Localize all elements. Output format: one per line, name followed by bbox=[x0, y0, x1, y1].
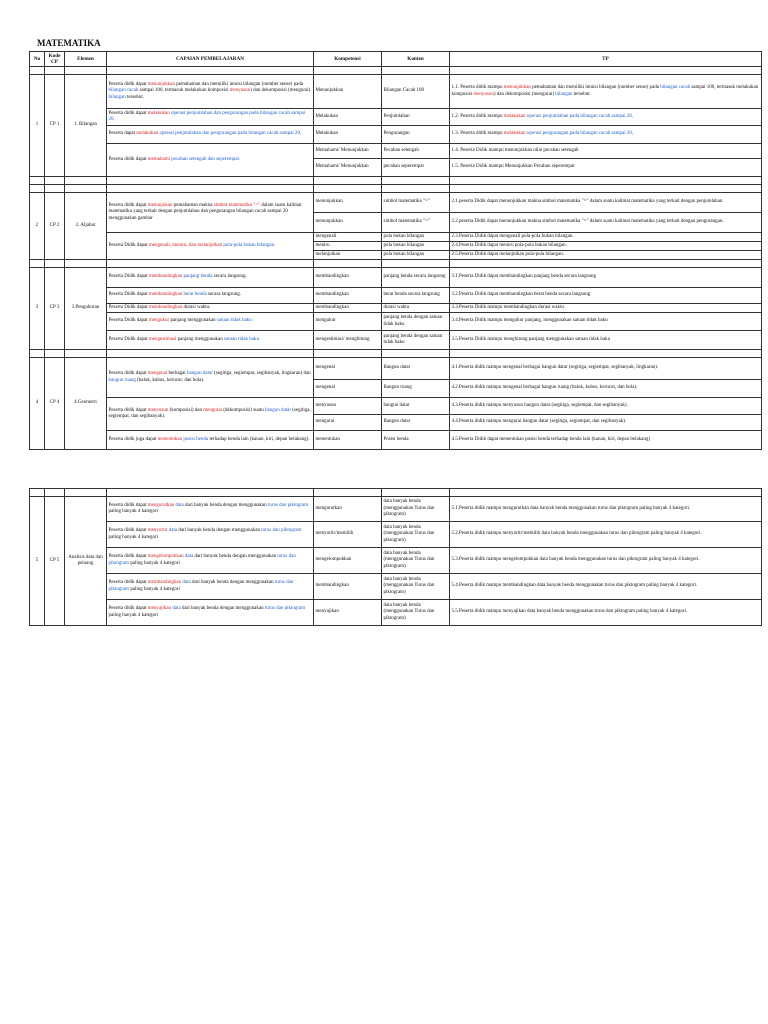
tp-cell: 4.4.Peserta didik mampu mengurai bangun datar (segitiga, segiempat, dan segibanyak). bbox=[450, 415, 762, 431]
konten-cell: Pengurangan bbox=[382, 126, 450, 144]
row-kode: CP 4 bbox=[45, 358, 65, 450]
tp-cell: 4.5.Peserta Didik dapat menentukan posisi benda terhadap benda lain (kanan, kiri, depan belakang) bbox=[450, 431, 762, 450]
tp-cell: 1.2. Peserta didik mampu melakukan operasi penjumlahan pada bilangan cacah sampai 20, bbox=[450, 109, 762, 126]
table-row bbox=[30, 548, 762, 574]
tp-cell: 4.2.Peserta didik mampu mengenal berbagai bangun ruang (balok, kubus, kerucut, dan bola). bbox=[450, 380, 762, 398]
row-elemen: 2. Aljabar bbox=[65, 193, 107, 260]
header-capaian: CAPAIAN PEMBELAJARAN bbox=[107, 52, 314, 67]
konten-cell: simbol matematika "=" bbox=[382, 193, 450, 213]
capaian-cell: Peserta Didik dapat mengenali, meniru, dan melanjutkan pola-pola bukan bilangan. bbox=[107, 233, 314, 260]
tp-cell: 4.3.Peserta didik mampu menyusun bangun datar (segitiga, segiempat, dan segibanyak). bbox=[450, 398, 762, 415]
kompetensi-cell: Melakukan bbox=[314, 126, 382, 144]
konten-cell: data banyak benda (menggunakan Turus dan piktogram) bbox=[382, 548, 450, 574]
tp-cell: 1.3. Peserta didik mampu melakukan operasi pengurangan pada bilangan cacah sampai 20, bbox=[450, 126, 762, 144]
spacer-row bbox=[30, 185, 762, 193]
capaian-cell: Peserta didik dapat menunjukan pemahaman makna simbol matematika "=" dalam suatu kalimat matematika yang terkait dengan penjumlahan dan pengurangan bilangan cacah sampai 20 menggunakan gambar bbox=[107, 193, 314, 233]
kompetensi-cell: menyajikan bbox=[314, 600, 382, 626]
table-row bbox=[30, 600, 762, 626]
table-row bbox=[30, 288, 762, 304]
tp-cell: 3.4.Peserta Didik mampu mengukur panjang, menggunakan satuan tidak baku bbox=[450, 313, 762, 331]
capaian-cell: Peserta Didik dapat membandingkan durasi waktu. bbox=[107, 304, 314, 313]
kompetensi-cell: Menunjukkan bbox=[314, 75, 382, 109]
konten-cell: Bangun datar bbox=[382, 415, 450, 431]
table-row bbox=[30, 358, 762, 380]
tp-cell: 1.1. Peserta didik mampu menunjukkan pemahaman dan memiliki intuisi bilangan (number sense) pada bilangan cacah sampai 100, termasuk melakukan komposisi menyusun) dan dekomposisi (mengurai) bilangan tersebut. bbox=[450, 75, 762, 109]
table-row bbox=[30, 331, 762, 350]
table-row bbox=[30, 522, 762, 548]
row-kode: CP 1 bbox=[45, 75, 65, 177]
tp-cell: 1.4. Peserta Didik mampu menunjukkan nilai pecahan setengah bbox=[450, 144, 762, 159]
konten-cell: pola bukan bilangan bbox=[382, 233, 450, 242]
row-no: 5 bbox=[30, 497, 45, 626]
kompetensi-cell: menyortir/memilih bbox=[314, 522, 382, 548]
tp-cell: 3.3.Peserta Didik mampu membandingkan durasi waktu bbox=[450, 304, 762, 313]
konten-cell: data banyak benda (menggunakan Turus dan piktogram) bbox=[382, 600, 450, 626]
capaian-cell: Peserta didik dapat memahami pecahan setengah dan seperempat. bbox=[107, 144, 314, 177]
row-no: 3 bbox=[30, 268, 45, 350]
header-elemen: Elemen bbox=[65, 52, 107, 67]
tp-cell: 2.1.peserta Didik dapat menunjukkan makna simbol matematika "=" dalam suatu kalimat matematika yang terkait dengan penjumlahan. bbox=[450, 193, 762, 213]
konten-cell: pola bukan bilangan bbox=[382, 242, 450, 251]
tp-cell: 5.2.Peserta didik mampu menyortir/memilih data banyak benda menggunakan turus dan piktogram paling banyak 4 kategori. bbox=[450, 522, 762, 548]
kompetensi-cell: membandingkan bbox=[314, 288, 382, 304]
curriculum-table bbox=[29, 51, 762, 450]
header-tp: TP bbox=[450, 52, 762, 67]
konten-cell: Pecahan setengah bbox=[382, 144, 450, 159]
table-row bbox=[30, 109, 762, 126]
konten-cell: Penjumlahan bbox=[382, 109, 450, 126]
row-elemen: 4.Geometri bbox=[65, 358, 107, 450]
kompetensi-cell: melanjutkan bbox=[314, 251, 382, 260]
tp-cell: 2.5.Peserta Didik dapat melanjutkan pola-pola bilangan. bbox=[450, 251, 762, 260]
tp-cell: 5.4.Peserta didik mampu membandingkan data banyak benda menggunakan turus dan piktogram paling banyak 4 kategori. bbox=[450, 574, 762, 600]
kompetensi-cell: mengukur bbox=[314, 313, 382, 331]
kompetensi-cell: Memahami/ Menunjukkan bbox=[314, 159, 382, 177]
table-row bbox=[30, 313, 762, 331]
table-row bbox=[30, 126, 762, 144]
konten-cell: data banyak benda (menggunakan Turus dan piktogram) bbox=[382, 497, 450, 522]
row-no: 4 bbox=[30, 358, 45, 450]
konten-cell: pola bukan bilangan bbox=[382, 251, 450, 260]
kompetensi-cell: mengelompokkan bbox=[314, 548, 382, 574]
capaian-cell: Peserta didik dapat menyusun (komposisi) dan mengurai (dekomposisi) suatu bangun datar (segitiga, segiempat, dan segibanyak). bbox=[107, 398, 314, 431]
tp-cell: 3.1.Peserta Didik dapat membandingkan panjang benda secara langsung bbox=[450, 268, 762, 288]
row-kode: CP 5 bbox=[45, 497, 65, 626]
tp-cell: 2.2.peserta Didik dapat menunjukkan makna simbol matematika "=" dalam suatu kalimat matematika yang terkait dengan pengurangan. bbox=[450, 213, 762, 233]
capaian-cell: Peserta Didik dapat membandingkan berat benda secara langsung. bbox=[107, 288, 314, 304]
capaian-cell: Peserta didik dapat menyajikan data dari banyak benda dengan menggunakan turus dan piktogram paling banyak 4 kategori bbox=[107, 600, 314, 626]
capaian-cell: Peserta didik dapat mengurutkan data dari banyak benda dengan menggunakan turus dan piktogram paling banyak 4 kategori bbox=[107, 497, 314, 522]
konten-cell: panjang benda dengan satuan tidak baku bbox=[382, 331, 450, 350]
kompetensi-cell: mengenal bbox=[314, 380, 382, 398]
konten-cell: Bangun ruang bbox=[382, 380, 450, 398]
konten-cell: durasi waktu bbox=[382, 304, 450, 313]
table-row bbox=[30, 431, 762, 450]
table-row bbox=[30, 75, 762, 109]
tp-cell: 1.5. Peserta Didik mampu Menunjukkan Pecahan seperempat bbox=[450, 159, 762, 177]
row-no: 2 bbox=[30, 193, 45, 260]
kompetensi-cell: mengenal bbox=[314, 358, 382, 380]
capaian-cell: Peserta didik dapat melakukan operasi penjumlahan dan pengurangan pada bilangan cacah sampai 20, bbox=[107, 109, 314, 126]
konten-cell: data banyak benda (menggunakan Turus dan piktogram) bbox=[382, 574, 450, 600]
row-elemen: 1. Bilangan bbox=[65, 75, 107, 177]
row-kode: CP 3 bbox=[45, 268, 65, 350]
table-row bbox=[30, 268, 762, 288]
row-no: 1 bbox=[30, 75, 45, 177]
kompetensi-cell: mengurai bbox=[314, 415, 382, 431]
konten-cell: panjang benda secara langsung bbox=[382, 268, 450, 288]
header-konten: Konten bbox=[382, 52, 450, 67]
header-no: No bbox=[30, 52, 45, 67]
kompetensi-cell: menentukan bbox=[314, 431, 382, 450]
capaian-cell: Peserta Didik dapat membandingkan panjang benda secara langsung. bbox=[107, 268, 314, 288]
capaian-cell: Peserta Didik dapat mengestimasi panjang menggunakan satuan tidak baku bbox=[107, 331, 314, 350]
row-elemen: 3.Pengukuran bbox=[65, 268, 107, 350]
capaian-cell: Peserta didik dapat mengenal berbagai bangun datar (segitiga, segiempat, segibanyak, lingkaran) dan bangun ruang (balok, kubus, kerucut, dan bola). bbox=[107, 358, 314, 398]
row-kode: CP 2 bbox=[45, 193, 65, 260]
konten-cell: data banyak benda (menggunakan Turus dan piktogram) bbox=[382, 522, 450, 548]
kompetensi-cell: membandingkan bbox=[314, 304, 382, 313]
spacer-row bbox=[30, 260, 762, 268]
page-title: MATEMATIKA bbox=[37, 38, 101, 48]
konten-cell: Posisi benda bbox=[382, 431, 450, 450]
capaian-cell: Peserta didik dapat membandingkan data dari banyak benda dengan menggunakan turus dan piktogram paling banyak 4 kategori bbox=[107, 574, 314, 600]
spacer-row bbox=[30, 350, 762, 358]
table-row bbox=[30, 304, 762, 313]
spacer-row bbox=[30, 489, 762, 497]
capaian-cell: Peserta dapat melakukan operasi penjumlahan dan pengurangan pada bilangan cacah sampai 20, bbox=[107, 126, 314, 144]
row-elemen: Analisis data dan peluang bbox=[65, 497, 107, 626]
tp-cell: 4.1.Peserta didik mampu mengenal berbagai bangun datar (segitiga, segiempat, segibanyak, lingkaran). bbox=[450, 358, 762, 380]
spacer-row bbox=[30, 177, 762, 185]
konten-cell: Bilangan Cacah 100 bbox=[382, 75, 450, 109]
table-row bbox=[30, 574, 762, 600]
kompetensi-cell: menunjukkan bbox=[314, 193, 382, 213]
kompetensi-cell: Memahami/ Menunjukkan bbox=[314, 144, 382, 159]
kompetensi-cell: mengenali bbox=[314, 233, 382, 242]
kompetensi-cell: meniru bbox=[314, 242, 382, 251]
capaian-cell: Peserta didik dapat menyortir data dari banyak benda dengan menggunakan turus dan piktogram paling banyak 4 kategori bbox=[107, 522, 314, 548]
header-row bbox=[30, 52, 762, 67]
table-row bbox=[30, 497, 762, 522]
konten-cell: pecahan seperempat bbox=[382, 159, 450, 177]
konten-cell: Bangun datar bbox=[382, 358, 450, 380]
konten-cell: panjang benda dengan satuan tidak baku bbox=[382, 313, 450, 331]
tp-cell: 5.5.Peserta didik mampu menyajikan data banyak benda menggunakan turus dan piktogram paling banyak 4 kategori. bbox=[450, 600, 762, 626]
table-row bbox=[30, 193, 762, 213]
table-row bbox=[30, 233, 762, 242]
kompetensi-cell: mengurutkan bbox=[314, 497, 382, 522]
kompetensi-cell: membandingkan bbox=[314, 574, 382, 600]
header-kode: Kode CP bbox=[45, 52, 65, 67]
capaian-cell: Peserta Didik dapat mengukur panjang menggunakan satuan tidak baku bbox=[107, 313, 314, 331]
table-row bbox=[30, 144, 762, 159]
konten-cell: bangun datar bbox=[382, 398, 450, 415]
tp-cell: 2.4.Peserta Didik dapat meniru pola-pola bukan bilangan. bbox=[450, 242, 762, 251]
kompetensi-cell: Melakukan bbox=[314, 109, 382, 126]
curriculum-table-analysis bbox=[29, 488, 762, 626]
kompetensi-cell: menyusun bbox=[314, 398, 382, 415]
tp-cell: 3.5.Peserta Didik mampu menghitung panjang menggunakan satuan tidak baku bbox=[450, 331, 762, 350]
header-kompetensi: Kompetensi bbox=[314, 52, 382, 67]
kompetensi-cell: membandingkan bbox=[314, 268, 382, 288]
tp-cell: 5.1.Peserta didik mampu mengurutkan data banyak benda menggunakan turus dan piktogram paling banyak 4 kategori. bbox=[450, 497, 762, 522]
kompetensi-cell: mengestimasi/ menghitung bbox=[314, 331, 382, 350]
kompetensi-cell: menunjukkan bbox=[314, 213, 382, 233]
capaian-cell: Peserta didik dapat menunjukkan pemahaman dan memiliki intuisi bilangan (number sense) pada bilangan cacah sampai 100, termasuk melakukan komposisi menyusun) dan dekomposisi (mengurai) bilangan tersebut. bbox=[107, 75, 314, 109]
table-row bbox=[30, 398, 762, 415]
konten-cell: simbol matematika "=" bbox=[382, 213, 450, 233]
capaian-cell: Peserta didik juga dapat menentukan posisi benda terhadap benda lain (kanan, kiri, depan belakang). bbox=[107, 431, 314, 450]
konten-cell: berat benda secara langsung bbox=[382, 288, 450, 304]
tp-cell: 3.2.Peserta Didik dapat membandingkan berat benda secara langsung bbox=[450, 288, 762, 304]
tp-cell: 2.3.Peserta Didik dapat mengenali pola-pola bukan bilangan. bbox=[450, 233, 762, 242]
spacer-row bbox=[30, 67, 762, 75]
tp-cell: 5.3.Peserta didik mampu mengelompokkan data banyak benda menggunakan turus dan piktogram paling banyak 4 kategori. bbox=[450, 548, 762, 574]
capaian-cell: Peserta didik dapat mengelompokkan data dari banyak benda dengan menggunakan turus dan piktogram paling banyak 4 kategori bbox=[107, 548, 314, 574]
